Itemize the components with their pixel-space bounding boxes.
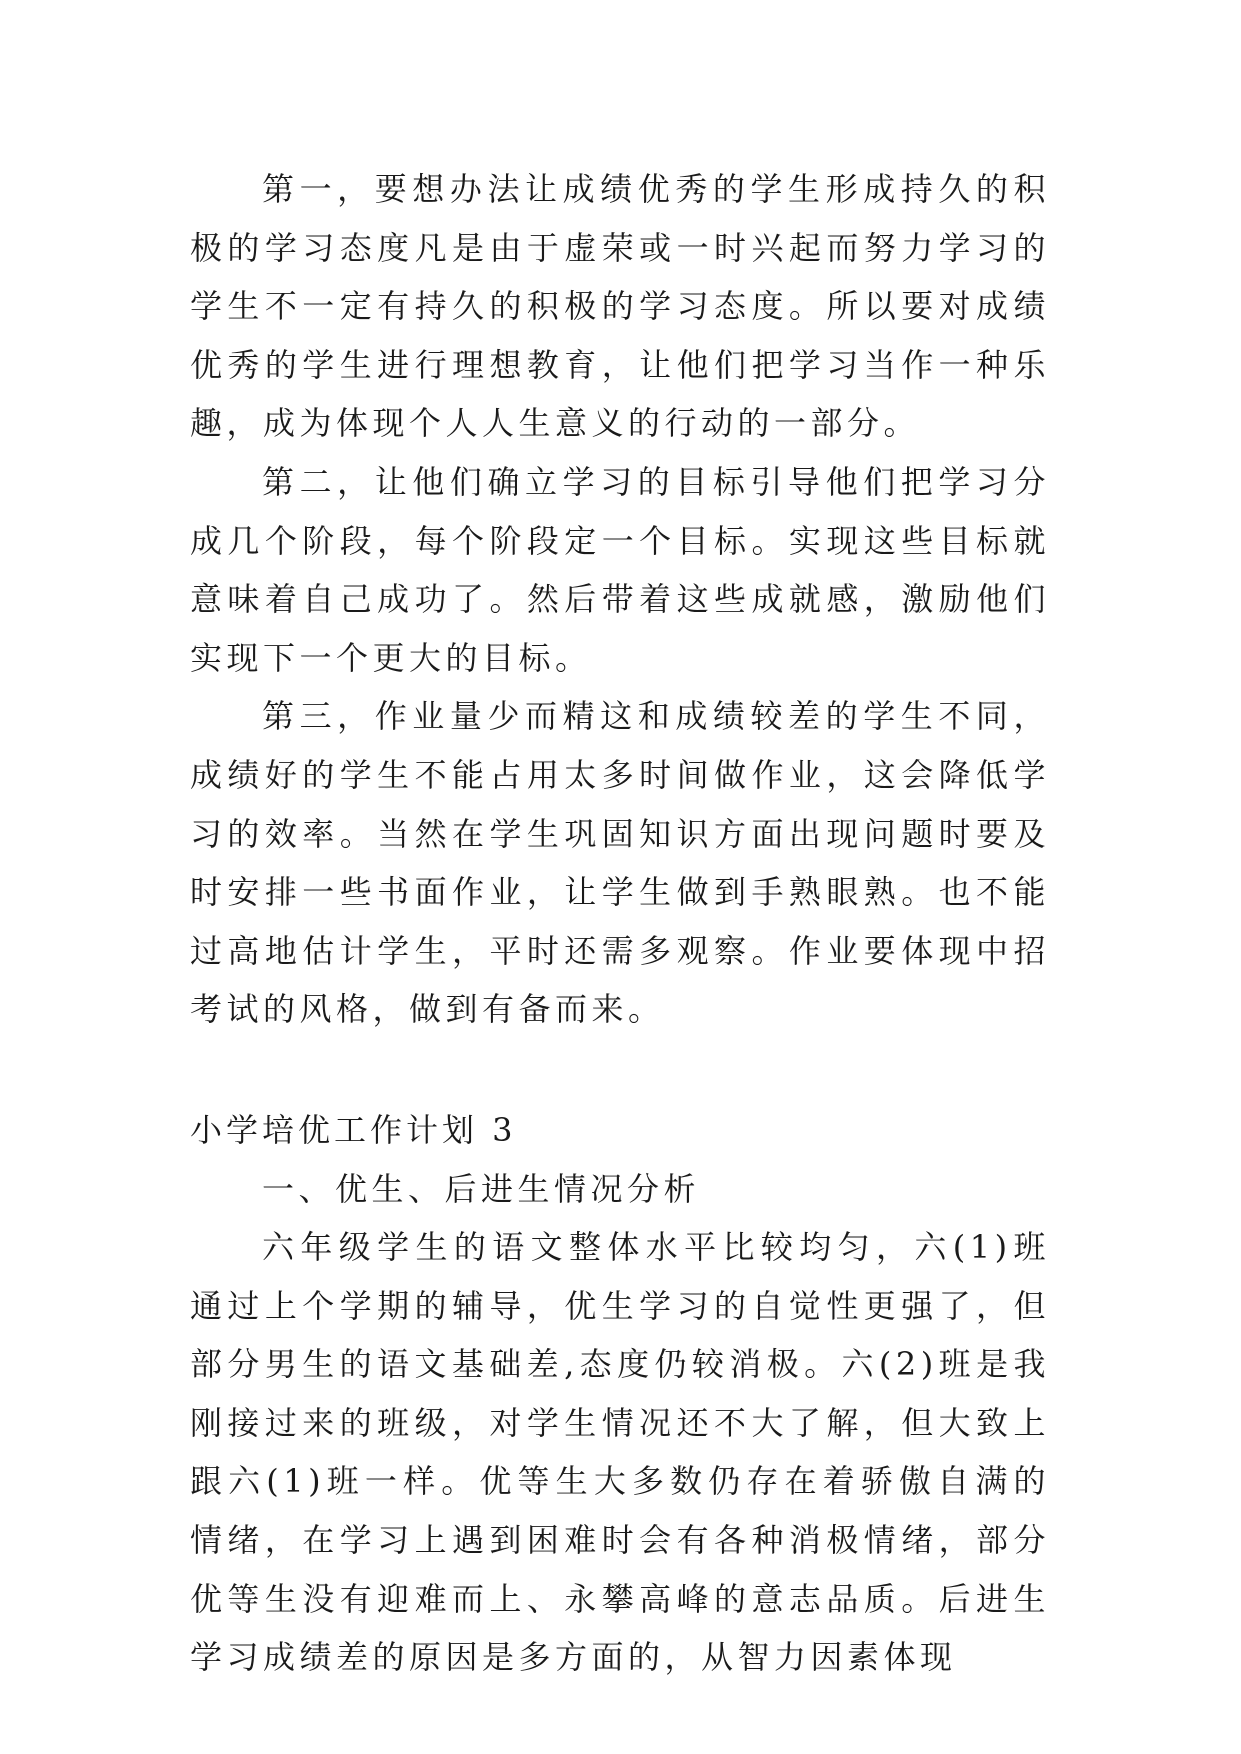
paragraph-third-point: 第三，作业量少而精这和成绩较差的学生不同，成绩好的学生不能占用太多时间做作业，这会降低学习的效率。当然在学生巩固知识方面出现问题时要及时安排一些书面作业，让学生做到手熟眼熟。也不能过高地估计学生，平时还需多观察。作业要体现中招考试的风格，做到有备而来。 bbox=[190, 697, 1050, 1029]
section-title: 小学培优工作计划 3 bbox=[190, 1110, 517, 1149]
paragraph-second-point: 第二，让他们确立学习的目标引导他们把学习分成几个阶段，每个阶段定一个目标。实现这些目标就意味着自己成功了。然后带着这些成就感，激励他们实现下一个更大的目标。 bbox=[190, 462, 1050, 677]
document-body bbox=[190, 160, 1050, 1687]
paragraph-first-point: 第一，要想办法让成绩优秀的学生形成持久的积极的学习态度凡是由于虚荣或一时兴起而努力学习的学生不一定有持久的积极的学习态度。所以要对成绩优秀的学生进行理想教育，让他们把学习当作一种乐趣，成为体现个人人生意义的行动的一部分。 bbox=[190, 170, 1050, 443]
section-subheading: 一、优生、后进生情况分析 bbox=[262, 1169, 701, 1208]
paragraph-situation-analysis: 六年级学生的语文整体水平比较均匀，六(1)班通过上个学期的辅导，优生学习的自觉性更强了，但部分男生的语文基础差,态度仍较消极。六(2)班是我刚接过来的班级，对学生情况还不大了解，但大致上跟六(1)班一样。优等生大多数仍存在着骄傲自满的情绪，在学习上遇到困难时会有各种消极情绪，部分优等生没有迎难而上、永攀高峰的意志品质。后进生学习成绩差的原因是多方面的，从智力因素体现 bbox=[190, 1228, 1050, 1677]
